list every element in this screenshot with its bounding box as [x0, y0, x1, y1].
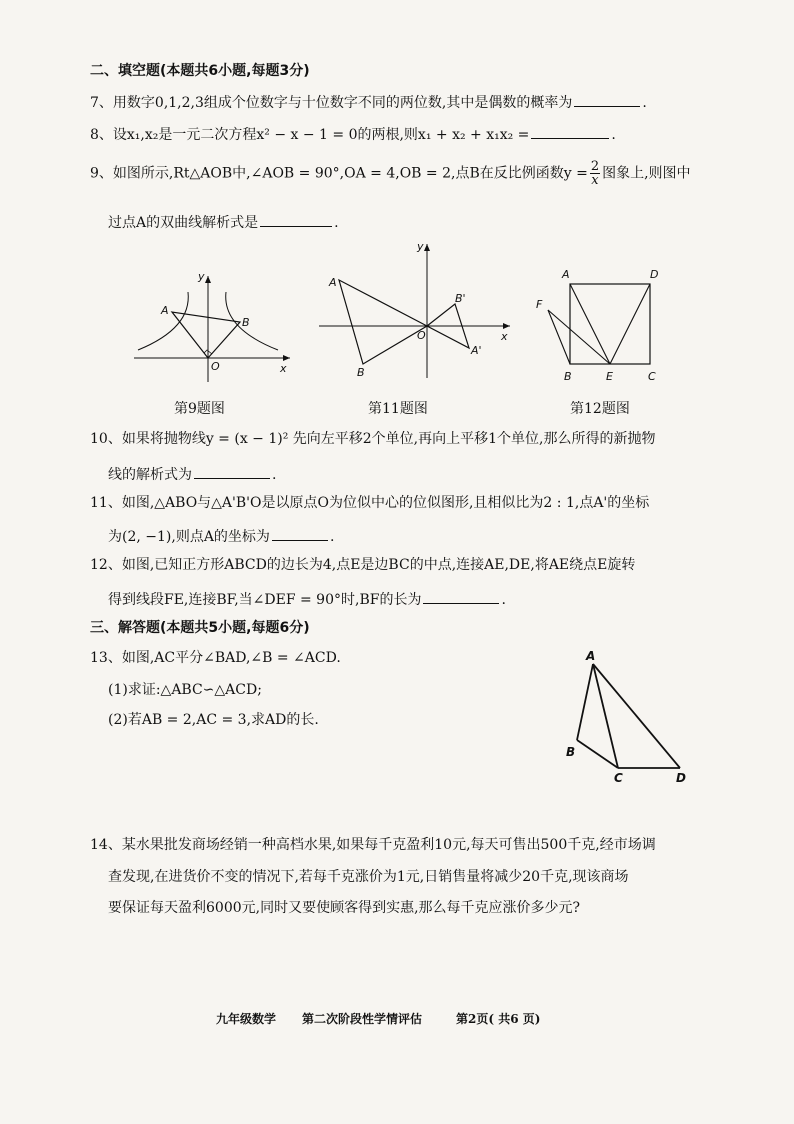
- label-y: y: [417, 240, 424, 253]
- label-c: C: [614, 771, 623, 785]
- question-12-line2: [108, 589, 506, 609]
- label-b: B: [357, 366, 365, 379]
- segment-bf: [548, 310, 570, 364]
- question-8: [90, 124, 616, 144]
- question-8-text: 8、设x₁,x₂是一元二次方程x² − x − 1 = 0的两根,则x₁ + x₂ + x₁x₂ =: [90, 127, 530, 143]
- section-3-title: 三、解答题(本题共5小题,每题6分): [90, 620, 310, 636]
- label-b: B: [242, 316, 250, 329]
- question-9-fraction: [590, 160, 600, 187]
- label-x: x: [501, 330, 508, 343]
- square-abcd: [570, 284, 650, 364]
- label-c: C: [648, 370, 656, 383]
- figure-11: [315, 240, 515, 380]
- label-y: y: [198, 270, 205, 283]
- triangle-abo: [339, 280, 427, 364]
- answer-blank-11[interactable]: [272, 526, 328, 541]
- question-14-line3: 要保证每天盈利6000元,同时又要使顾客得到实惠,那么每千克应涨价多少元?: [108, 900, 581, 916]
- y-axis-arrow-icon: [205, 276, 211, 283]
- figure-12: [532, 262, 672, 387]
- label-a-prime: A': [471, 344, 482, 357]
- question-12-end: .: [501, 592, 506, 608]
- question-11-line2: [108, 526, 334, 546]
- question-14: 14、某水果批发商场经销一种高档水果,如果每千克盈利10元,每天可售出500千克,经市场调: [90, 837, 656, 853]
- question-9-line2-text: 过点A的双曲线解析式是: [108, 215, 259, 231]
- answer-blank-8[interactable]: [531, 124, 609, 139]
- answer-blank-9[interactable]: [260, 212, 332, 227]
- question-9-end: .: [334, 215, 339, 231]
- question-10: 10、如果将抛物线y = (x − 1)² 先向左平移2个单位,再向上平移1个单位,那么所得的新抛物: [90, 431, 656, 447]
- label-e: E: [606, 370, 613, 383]
- question-11-end: .: [329, 529, 335, 545]
- label-o: O: [417, 329, 426, 342]
- segment-de: [610, 284, 650, 364]
- question-10-line2-text: 线的解析式为: [108, 467, 192, 483]
- y-axis-arrow-icon: [424, 244, 430, 251]
- question-9: [90, 160, 691, 187]
- question-13-sub2: (2)若AB = 2,AC = 3,求AD的长.: [108, 712, 319, 728]
- x-axis-arrow-icon: [503, 323, 510, 329]
- question-9-part1: 9、如图所示,Rt△AOB中,∠AOB = 90°,OA = 4,OB = 2,点B在反比例函数y =: [90, 165, 588, 182]
- question-10-end: .: [272, 467, 277, 483]
- label-f: F: [536, 298, 543, 311]
- question-10-line2: [108, 464, 276, 484]
- label-b: B: [564, 370, 572, 383]
- question-7-end: .: [642, 95, 647, 111]
- question-11-line2-text: 为(2, −1),则点A的坐标为: [108, 529, 270, 545]
- figure-9: [128, 270, 298, 385]
- segment-fe: [548, 310, 610, 364]
- x-axis-arrow-icon: [283, 355, 290, 361]
- label-a: A: [161, 304, 169, 317]
- label-a: A: [586, 649, 596, 663]
- question-12-line2-text: 得到线段FE,连接BF,当∠DEF = 90°时,BF的长为: [108, 592, 422, 608]
- segment-ab: [577, 664, 593, 740]
- label-o: O: [211, 360, 220, 373]
- section-2-title: 二、填空题(本题共6小题,每题3分): [90, 63, 310, 79]
- fraction-numerator: 2: [590, 159, 600, 174]
- label-a: A: [329, 276, 337, 289]
- question-7: [90, 92, 647, 112]
- segment-ae: [570, 284, 610, 364]
- question-11: 11、如图,△ABO与△A'B'O是以原点O为位似中心的位似图形,且相似比为2 : 1,点A'的坐标: [90, 495, 650, 511]
- fraction-denominator: x: [591, 173, 599, 188]
- footer-page: 第2页( 共6 页): [456, 1012, 541, 1026]
- question-12: 12、如图,已知正方形ABCD的边长为4,点E是边BC的中点,连接AE,DE,将AE绕点E旋转: [90, 557, 636, 573]
- footer-exam: 第二次阶段性学情评估: [302, 1012, 423, 1026]
- answer-blank-12[interactable]: [423, 589, 499, 604]
- figure-13: [560, 648, 695, 788]
- caption-figure-12: 第12题图: [570, 401, 630, 417]
- question-9-part2: 图象上,则图中: [602, 165, 691, 182]
- caption-figure-11: 第11题图: [368, 401, 428, 417]
- hyperbola-left: [138, 292, 188, 350]
- question-9-line2: [108, 212, 339, 232]
- label-d: D: [676, 771, 686, 785]
- answer-blank-10[interactable]: [194, 464, 270, 479]
- footer-subject: 九年级数学: [216, 1012, 277, 1026]
- question-14-line2: 查发现,在进货价不变的情况下,若每千克涨价为1元,日销售量将减少20千克,现该商场: [108, 869, 629, 885]
- question-7-text: 7、用数字0,1,2,3组成个位数字与十位数字不同的两位数,其中是偶数的概率为: [90, 95, 573, 111]
- label-b-prime: B': [455, 292, 466, 305]
- question-13-sub1: (1)求证:△ABC∽△ACD;: [108, 682, 262, 698]
- label-b: B: [566, 745, 576, 759]
- caption-figure-9: 第9题图: [174, 401, 225, 417]
- question-8-end: .: [611, 127, 616, 143]
- label-d: D: [650, 268, 659, 281]
- question-13: 13、如图,AC平分∠BAD,∠B = ∠ACD.: [90, 650, 341, 666]
- answer-blank-7[interactable]: [574, 92, 640, 107]
- label-a: A: [562, 268, 570, 281]
- label-x: x: [280, 362, 287, 375]
